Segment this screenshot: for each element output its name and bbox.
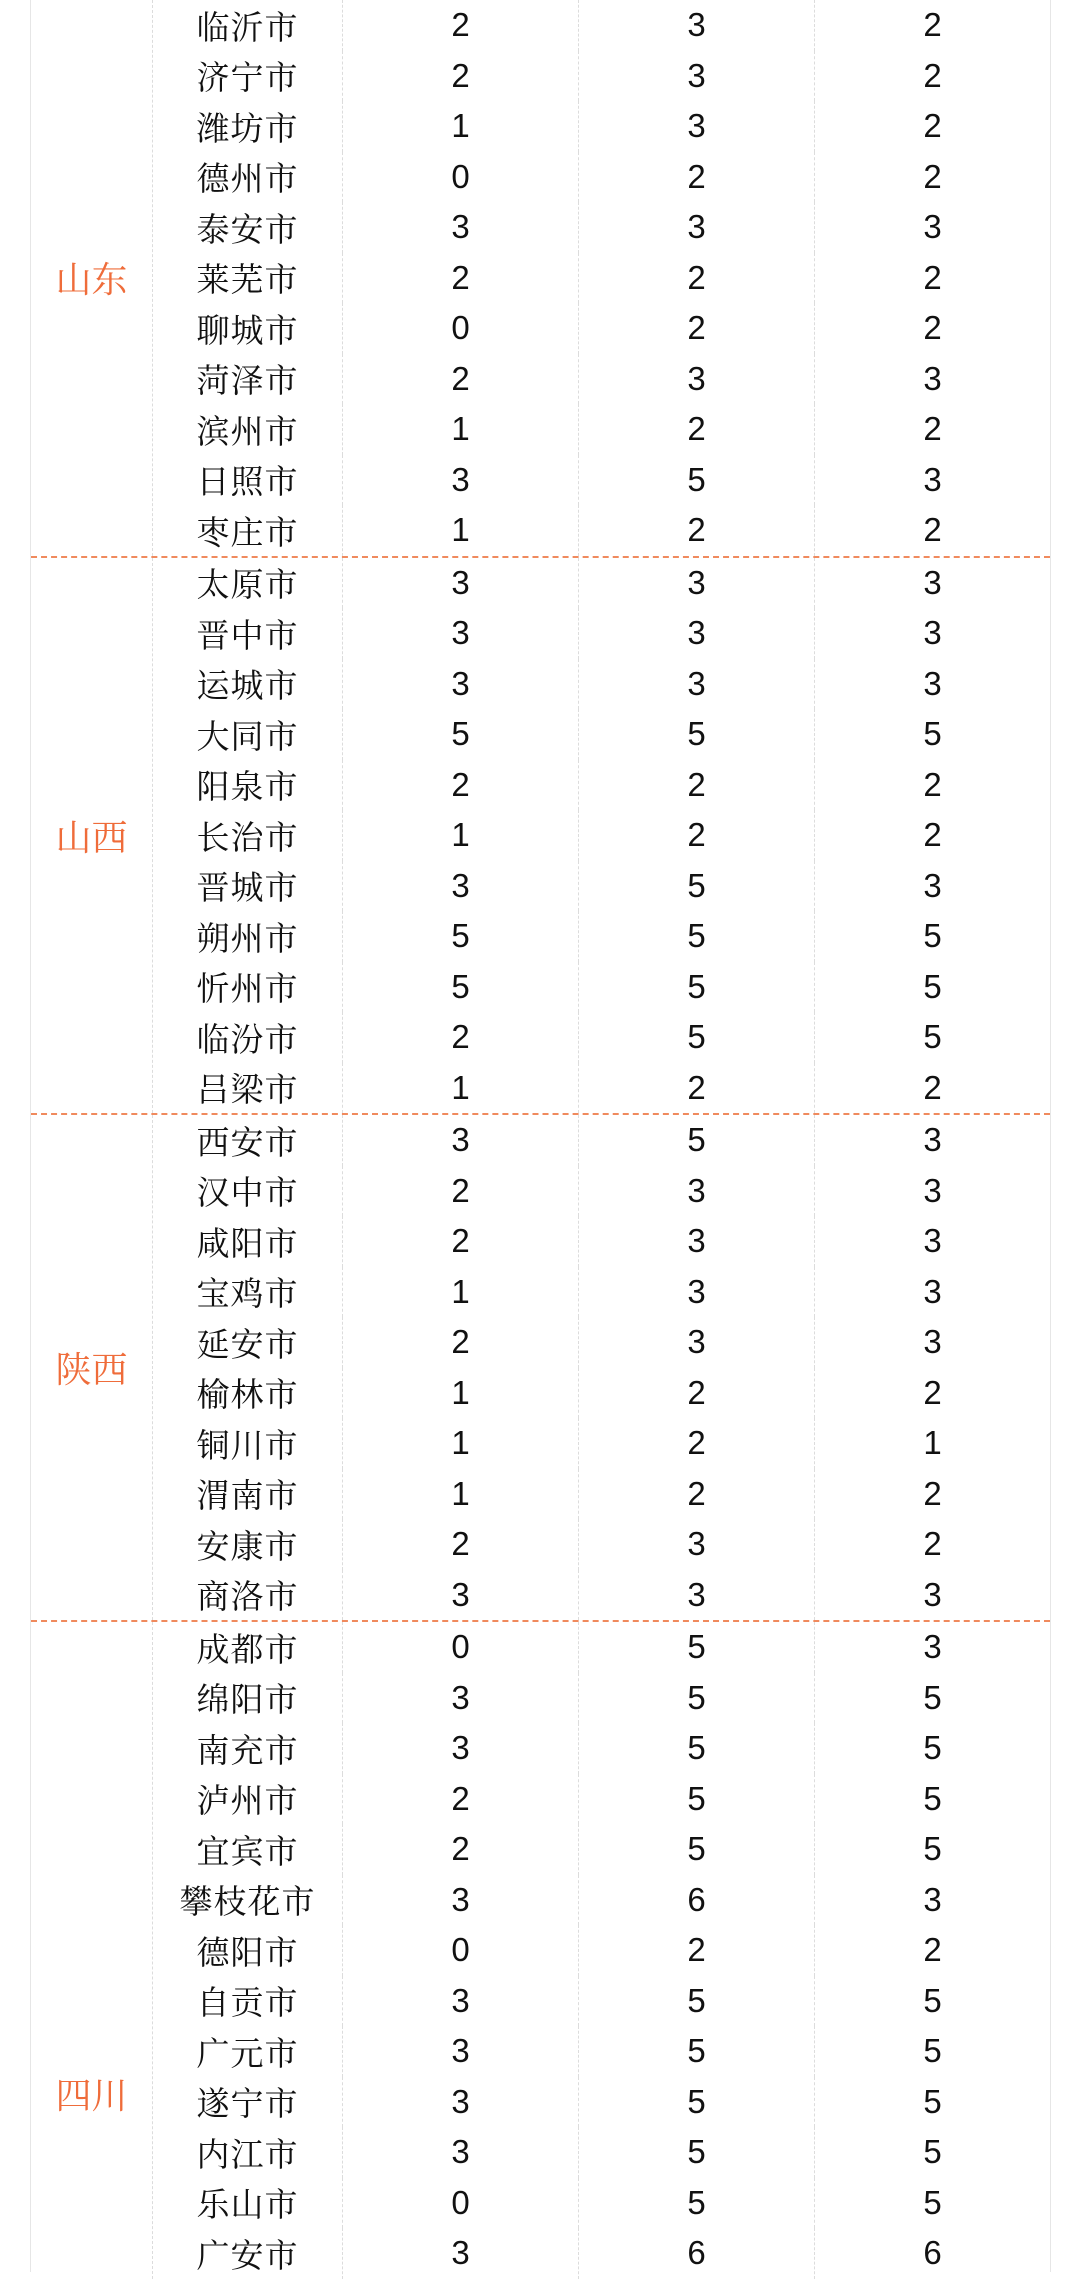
table-row: [153, 1267, 1050, 1318]
city-name: 铜川市: [153, 1418, 343, 1469]
value-col-3: 2: [923, 107, 942, 145]
city-name: 大同市: [153, 709, 343, 760]
value-col-1: 0: [343, 1925, 579, 1976]
value-col-3: 3: [923, 208, 942, 246]
table-row: [153, 1875, 1050, 1926]
value-col-3: 5: [923, 1678, 942, 1716]
value-col-2: 5: [579, 2178, 815, 2229]
value-col-2: 5: [579, 1012, 815, 1063]
value-col-1: 2: [343, 1774, 579, 1825]
value-col-1: 0: [343, 303, 579, 354]
value-col-1: 1: [343, 101, 579, 152]
value-col-3: 3: [923, 1272, 942, 1310]
value-col-2: 2: [579, 253, 815, 304]
city-name: 临沂市: [153, 0, 343, 51]
value-col-2: 2: [579, 810, 815, 861]
city-name: 晋城市: [153, 861, 343, 912]
city-rows: [153, 1115, 1050, 1620]
value-col-1: 5: [343, 709, 579, 760]
value-col-3: 3: [923, 1575, 942, 1613]
value-col-3: 3: [923, 1880, 942, 1918]
value-col-1: 3: [343, 1115, 579, 1166]
value-col-1: 2: [343, 1519, 579, 1570]
city-name: 临汾市: [153, 1012, 343, 1063]
table-row: [153, 51, 1050, 102]
value-col-1: 1: [343, 1267, 579, 1318]
value-col-1: 2: [343, 51, 579, 102]
table-row: [153, 2228, 1050, 2279]
value-col-3: 2: [923, 511, 942, 549]
value-col-2: 3: [579, 1317, 815, 1368]
value-col-1: 1: [343, 1368, 579, 1419]
value-col-1: 1: [343, 810, 579, 861]
value-col-3: 3: [923, 460, 942, 498]
value-col-2: 3: [579, 1267, 815, 1318]
value-col-1: 3: [343, 2127, 579, 2178]
value-col-2: 3: [579, 101, 815, 152]
province-group-shaanxi: [31, 1113, 1050, 1620]
value-col-2: 3: [579, 558, 815, 609]
value-col-1: 2: [343, 1317, 579, 1368]
table-row: [153, 1925, 1050, 1976]
table-row: [153, 404, 1050, 455]
value-col-3: 5: [923, 1779, 942, 1817]
value-col-2: 5: [579, 861, 815, 912]
value-col-2: 2: [579, 505, 815, 556]
table-row: [153, 659, 1050, 710]
city-name: 延安市: [153, 1317, 343, 1368]
value-col-2: 3: [579, 1519, 815, 1570]
city-name: 阳泉市: [153, 760, 343, 811]
table-row: [153, 1012, 1050, 1063]
value-col-2: 5: [579, 2127, 815, 2178]
province-group-shandong: [31, 0, 1050, 556]
table-row: [153, 1622, 1050, 1673]
city-name: 太原市: [153, 558, 343, 609]
value-col-3: 6: [923, 2234, 942, 2272]
table-row: [153, 1976, 1050, 2027]
value-col-1: 2: [343, 1824, 579, 1875]
value-col-1: 3: [343, 659, 579, 710]
value-col-2: 2: [579, 1368, 815, 1419]
city-name: 聊城市: [153, 303, 343, 354]
city-name: 莱芜市: [153, 253, 343, 304]
table-row: [153, 1469, 1050, 1520]
value-col-3: 2: [923, 309, 942, 347]
value-col-2: 2: [579, 1469, 815, 1520]
city-name: 运城市: [153, 659, 343, 710]
table-row: [153, 861, 1050, 912]
city-name: 汉中市: [153, 1166, 343, 1217]
city-name: 咸阳市: [153, 1216, 343, 1267]
table-row: [153, 1519, 1050, 1570]
value-col-2: 6: [579, 1875, 815, 1926]
value-col-1: 0: [343, 2178, 579, 2229]
province-label: 陕西: [31, 1115, 153, 1620]
value-col-1: 3: [343, 2026, 579, 2077]
value-col-2: 5: [579, 2077, 815, 2128]
value-col-3: 5: [923, 2133, 942, 2171]
value-col-1: 2: [343, 760, 579, 811]
value-col-2: 5: [579, 2026, 815, 2077]
value-col-2: 3: [579, 1216, 815, 1267]
value-col-1: 3: [343, 2077, 579, 2128]
table-row: [153, 1673, 1050, 1724]
city-rows: [153, 0, 1050, 556]
city-name: 菏泽市: [153, 354, 343, 405]
city-name: 西安市: [153, 1115, 343, 1166]
city-name: 宜宾市: [153, 1824, 343, 1875]
table-row: [153, 1063, 1050, 1114]
table-row: [153, 1570, 1050, 1621]
value-col-1: 1: [343, 505, 579, 556]
city-name: 广元市: [153, 2026, 343, 2077]
city-name: 朔州市: [153, 911, 343, 962]
value-col-3: 2: [923, 1474, 942, 1512]
city-name: 宝鸡市: [153, 1267, 343, 1318]
table-row: [153, 1723, 1050, 1774]
table-row: [153, 505, 1050, 556]
table-row: [153, 558, 1050, 609]
value-col-3: 3: [923, 1323, 942, 1361]
value-col-3: 2: [923, 56, 942, 94]
value-col-2: 3: [579, 1570, 815, 1621]
value-col-1: 3: [343, 1723, 579, 1774]
value-col-3: 3: [923, 1222, 942, 1260]
value-col-2: 3: [579, 354, 815, 405]
city-name: 德阳市: [153, 1925, 343, 1976]
value-col-2: 5: [579, 709, 815, 760]
value-col-1: 3: [343, 202, 579, 253]
city-name: 遂宁市: [153, 2077, 343, 2128]
table-row: [153, 1166, 1050, 1217]
value-col-1: 1: [343, 1418, 579, 1469]
value-col-3: 5: [923, 1981, 942, 2019]
table-row: [153, 1216, 1050, 1267]
value-col-2: 5: [579, 455, 815, 506]
city-name: 乐山市: [153, 2178, 343, 2229]
city-name: 吕梁市: [153, 1063, 343, 1114]
value-col-2: 3: [579, 1166, 815, 1217]
data-table: [30, 0, 1051, 2275]
province-group-sichuan: [31, 1620, 1050, 2279]
city-name: 德州市: [153, 152, 343, 203]
value-col-1: 5: [343, 911, 579, 962]
value-col-1: 3: [343, 1570, 579, 1621]
table-row: [153, 2127, 1050, 2178]
value-col-1: 2: [343, 1012, 579, 1063]
value-col-1: 0: [343, 152, 579, 203]
value-col-3: 2: [923, 765, 942, 803]
city-name: 攀枝花市: [153, 1875, 343, 1926]
value-col-1: 2: [343, 1166, 579, 1217]
city-name: 忻州市: [153, 962, 343, 1013]
value-col-2: 2: [579, 1925, 815, 1976]
table-row: [153, 253, 1050, 304]
value-col-2: 2: [579, 1418, 815, 1469]
value-col-1: 1: [343, 404, 579, 455]
value-col-3: 5: [923, 967, 942, 1005]
table-row: [153, 911, 1050, 962]
value-col-1: 3: [343, 2228, 579, 2279]
city-name: 济宁市: [153, 51, 343, 102]
value-col-2: 3: [579, 608, 815, 659]
value-col-2: 2: [579, 303, 815, 354]
city-name: 长治市: [153, 810, 343, 861]
value-col-3: 2: [923, 816, 942, 854]
city-name: 渭南市: [153, 1469, 343, 1520]
city-name: 内江市: [153, 2127, 343, 2178]
city-name: 晋中市: [153, 608, 343, 659]
table-row: [153, 810, 1050, 861]
table-row: [153, 2178, 1050, 2229]
value-col-3: 3: [923, 1171, 942, 1209]
table-row: [153, 1824, 1050, 1875]
value-col-1: 3: [343, 455, 579, 506]
value-col-2: 3: [579, 0, 815, 51]
value-col-2: 5: [579, 1774, 815, 1825]
value-col-3: 5: [923, 1018, 942, 1056]
value-col-3: 2: [923, 6, 942, 44]
value-col-3: 3: [923, 359, 942, 397]
table-row: [153, 2077, 1050, 2128]
value-col-1: 1: [343, 1063, 579, 1114]
value-col-1: 2: [343, 354, 579, 405]
value-col-2: 5: [579, 1673, 815, 1724]
table-row: [153, 1418, 1050, 1469]
value-col-3: 3: [923, 866, 942, 904]
value-col-2: 5: [579, 1976, 815, 2027]
value-col-3: 2: [923, 1931, 942, 1969]
value-col-1: 2: [343, 253, 579, 304]
table-row: [153, 303, 1050, 354]
province-label: 山东: [31, 0, 153, 556]
province-label: 四川: [31, 1622, 153, 2279]
value-col-1: 3: [343, 558, 579, 609]
value-col-2: 5: [579, 1622, 815, 1673]
table-row: [153, 1368, 1050, 1419]
city-rows: [153, 1622, 1050, 2279]
province-group-shanxi: [31, 556, 1050, 1114]
province-label: 山西: [31, 558, 153, 1114]
value-col-3: 5: [923, 2183, 942, 2221]
value-col-3: 5: [923, 1729, 942, 1767]
value-col-3: 1: [923, 1424, 942, 1462]
table-row: [153, 354, 1050, 405]
value-col-1: 3: [343, 1875, 579, 1926]
city-name: 枣庄市: [153, 505, 343, 556]
city-name: 滨州市: [153, 404, 343, 455]
value-col-1: 2: [343, 0, 579, 51]
value-col-3: 5: [923, 917, 942, 955]
table-row: [153, 962, 1050, 1013]
value-col-3: 2: [923, 1068, 942, 1106]
table-row: [153, 760, 1050, 811]
value-col-2: 5: [579, 1723, 815, 1774]
value-col-3: 3: [923, 614, 942, 652]
value-col-2: 5: [579, 1115, 815, 1166]
value-col-3: 3: [923, 1121, 942, 1159]
value-col-3: 2: [923, 258, 942, 296]
table-row: [153, 455, 1050, 506]
table-row: [153, 1774, 1050, 1825]
table-row: [153, 1115, 1050, 1166]
value-col-2: 2: [579, 760, 815, 811]
table-row: [153, 0, 1050, 51]
value-col-2: 6: [579, 2228, 815, 2279]
value-col-1: 3: [343, 608, 579, 659]
value-col-3: 3: [923, 1628, 942, 1666]
city-name: 安康市: [153, 1519, 343, 1570]
value-col-2: 3: [579, 202, 815, 253]
city-name: 商洛市: [153, 1570, 343, 1621]
value-col-2: 2: [579, 152, 815, 203]
value-col-1: 3: [343, 1976, 579, 2027]
value-col-2: 3: [579, 51, 815, 102]
city-rows: [153, 558, 1050, 1114]
value-col-2: 2: [579, 1063, 815, 1114]
value-col-3: 5: [923, 715, 942, 753]
city-name: 自贡市: [153, 1976, 343, 2027]
table-row: [153, 152, 1050, 203]
value-col-3: 5: [923, 1830, 942, 1868]
value-col-2: 5: [579, 1824, 815, 1875]
value-col-3: 2: [923, 1525, 942, 1563]
city-name: 榆林市: [153, 1368, 343, 1419]
value-col-1: 0: [343, 1622, 579, 1673]
value-col-1: 5: [343, 962, 579, 1013]
table-row: [153, 709, 1050, 760]
value-col-3: 3: [923, 664, 942, 702]
city-name: 成都市: [153, 1622, 343, 1673]
value-col-2: 5: [579, 962, 815, 1013]
value-col-3: 2: [923, 1373, 942, 1411]
value-col-1: 1: [343, 1469, 579, 1520]
city-name: 广安市: [153, 2228, 343, 2279]
value-col-1: 3: [343, 861, 579, 912]
value-col-2: 2: [579, 404, 815, 455]
value-col-3: 5: [923, 2032, 942, 2070]
value-col-3: 3: [923, 563, 942, 601]
table-row: [153, 1317, 1050, 1368]
city-name: 南充市: [153, 1723, 343, 1774]
city-name: 泸州市: [153, 1774, 343, 1825]
value-col-2: 3: [579, 659, 815, 710]
table-row: [153, 2026, 1050, 2077]
value-col-1: 2: [343, 1216, 579, 1267]
city-name: 绵阳市: [153, 1673, 343, 1724]
value-col-2: 5: [579, 911, 815, 962]
city-name: 潍坊市: [153, 101, 343, 152]
city-name: 日照市: [153, 455, 343, 506]
table-row: [153, 608, 1050, 659]
table-row: [153, 101, 1050, 152]
value-col-3: 2: [923, 157, 942, 195]
value-col-1: 3: [343, 1673, 579, 1724]
table-row: [153, 202, 1050, 253]
city-name: 泰安市: [153, 202, 343, 253]
value-col-3: 5: [923, 2082, 942, 2120]
value-col-3: 2: [923, 410, 942, 448]
